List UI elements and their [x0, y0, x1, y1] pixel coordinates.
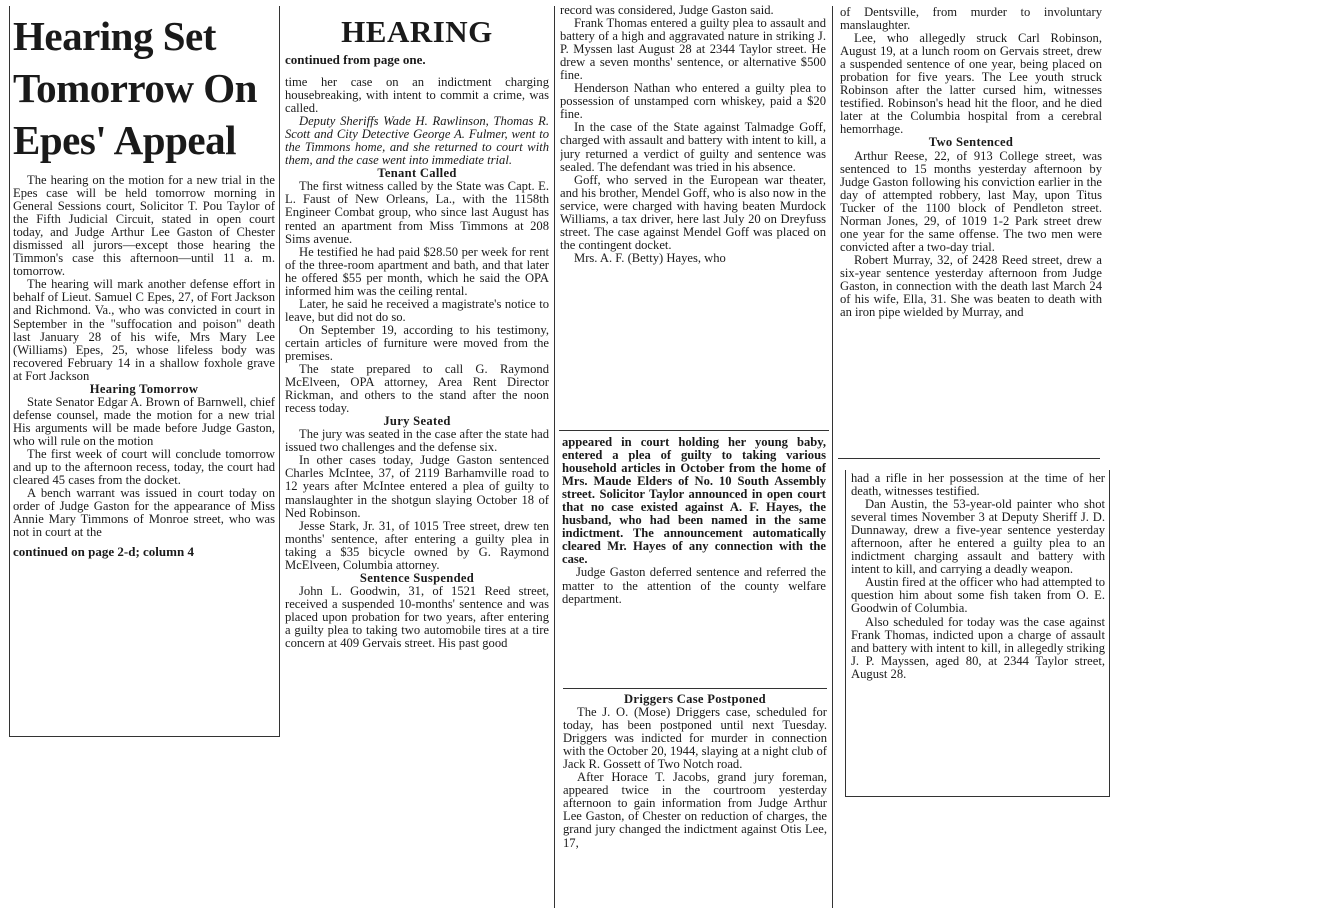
paragraph: time her case on an indictment charging housebreaking, with intent to commit a crime, was called. [285, 75, 549, 116]
paragraph: Mrs. A. F. (Betty) Hayes, who [574, 250, 726, 265]
paragraph: In other cases today, Judge Gaston sentenced Charles McIntee, 37, of 2119 Barhamville road to 12 years after McIntee entered a plea of guilty to manslaughter in the shotgun slaying October 18 of Ned Robinson. [285, 453, 549, 520]
paragraph: The J. O. (Mose) Driggers case, scheduled for today, has been postponed until next Tuesday. Driggers was indicted for murder in connection with the October 20, 1944, slaying at a night club of Jack R. Gossett of Two Notch road. [563, 705, 827, 772]
paragraph: of Dentsville, from murder to involuntary manslaughter. [840, 6, 1102, 33]
paragraph: The first witness called by the State was Capt. E. L. Faust of New Orleans, La., with the 1158th Engineer Combat group, who since last August has rented an apartment from Miss Timmons at 208 Sims avenue. [285, 179, 549, 246]
subheading-hearing-tomorrow: Hearing Tomorrow [89, 381, 199, 396]
column-border-left [9, 6, 10, 736]
paragraph: The state prepared to call G. Raymond McElveen, OPA attorney, Area Rent Director Rickman, and others to the stand after the noon recess today. [285, 362, 549, 416]
paragraph: The hearing will mark another defense effort in behalf of Lieut. Samuel C Epes, 27, of Fort Jackson and Richmond. Va., who was convicted in court in September in the "suffocation and poison" death last January 28 of his wife, Mrs Mary Lee (Williams) Epes, 25, whose lifeless body was recovered February 14 in a shallow foxhole grave at Fort Jackson [13, 277, 275, 383]
article-body-col-4-top [840, 6, 1102, 319]
subheading-two-sentenced: Two Sentenced [928, 135, 1014, 150]
headline-line-2: Tomorrow On [13, 65, 257, 111]
column-4-bottom [851, 472, 1105, 794]
article-body-col-3-bottom [563, 693, 827, 850]
paragraph: Jesse Stark, Jr. 31, of 1015 Tree street, drew ten months' sentence, after entering a guilty plea in taking a $35 bicycle owned by G. Raymond McElveen, Columbia attorney. [285, 518, 549, 572]
continuation-headline: HEARING [341, 14, 493, 49]
paragraph: The jury was seated in the case after the state had issued two challenges and the defense six. [285, 427, 549, 455]
subheading-tenant-called: Tenant Called [377, 166, 457, 181]
column-2 [285, 14, 549, 908]
column-4-mid-rule [838, 458, 1100, 459]
paragraph: In the case of the State against Talmadge Goff, charged with assault and battery with intent to kill, a jury returned a verdict of guilty and sentence was sealed. The defendant was tried in his absence. [560, 120, 826, 174]
paragraph: John L. Goodwin, 31, of 1521 Reed street, received a suspended 10-months' sentence and was placed upon probation for two years, after entering a guilty plea to taking two automobile tires at a tire concern at 409 Gervais street. His past good [285, 583, 549, 651]
paragraph: Lee, who allegedly struck Carl Robinson, August 19, at a lunch room on Gervais street, drew a suspended sentence of one year, being placed on probation for five years. The Lee youth struck Robinson after the latter cursed him, witnesses testified. Robinson's head hit the floor, and he died later at the Columbia hospital from a cerebral hemorrhage. [840, 31, 1102, 137]
column-4-bottom-rule [845, 796, 1110, 797]
headline-line-3: Epes' Appeal [13, 117, 236, 163]
article-body-col-4-bottom [851, 472, 1105, 681]
paragraph: Dan Austin, the 53-year-old painter who shot several times November 3 at Deputy Sheriff J. D. Dunnaway, drew a five-year sentence yesterday afternoon, after he entered a guilty plea to an indictment charging assault and battery with intent to kill, and carrying a deadly weapon. [851, 497, 1105, 577]
paragraph: Henderson Nathan who entered a guilty plea to possession of unstamped corn whiskey, paid a $20 fine. [560, 81, 826, 122]
paragraph: The hearing on the motion for a new trial in the Epes case will be held tomorrow morning in General Sessions court, Solicitor T. Pou Taylor of the Fifth Judicial Circuit, stated in open court today, and Judge Arthur Lee Gaston of Chester dismissed all jurors—except those hearing the Timmon's case this afternoon—until 11 a. m. tomorrow. [13, 173, 275, 279]
paragraph: State Senator Edgar A. Brown of Barnwell, chief defense counsel, made the motion for a new trial His arguments will be made before Judge Gaston, who will rule on the motion [13, 394, 275, 448]
subheading-jury-seated: Jury Seated [383, 414, 451, 429]
paragraph: On September 19, according to his testimony, certain articles of furniture were moved from the premises. [285, 322, 549, 363]
paragraph: After Horace T. Jacobs, grand jury foreman, appeared twice in the courtroom yesterday afternoon to gain information from Judge Arthur Lee Gaston, of Chester on reduction of charges, the grand jury changed the indictment against Otis Lee, 17, [563, 770, 827, 850]
paragraph: Deputy Sheriffs Wade H. Rawlinson, Thomas R. Scott and City Detective George A. Fulmer, went to the Timmons home, and she returned to court with them, and the case went into immediate trial. [285, 114, 549, 168]
article-body-col-1 [13, 174, 275, 558]
column-1-bottom-rule [9, 736, 280, 737]
paragraph: had a rifle in her possession at the time of her death, witnesses testified. [851, 472, 1105, 499]
paragraph: A bench warrant was issued in court today on order of Judge Gaston for the appearance of Miss Annie Mary Timmons of Monroe street, who was not in court at the [13, 486, 275, 540]
headline [13, 10, 275, 166]
continued-from-line: continued from page one. [285, 52, 426, 67]
paragraph: Robert Murray, 32, of 2428 Reed street, drew a six-year sentence yesterday afternoon from Judge Gaston, in connection with the death last March 24 of his wife, Ella, 31. She was beaten to death with an iron pipe wielded by Murray, and [840, 252, 1102, 320]
paragraph: Later, he said he received a magistrate's notice to leave, but did not do so. [285, 296, 549, 324]
paragraph: Frank Thomas entered a guilty plea to assault and battery of a high and aggravated nature in striking J. P. Myssen last August 28 at 2344 Taylor street. He drew a seven months' sentence, or alternative $500 fine. [560, 16, 826, 83]
paragraph: appeared in court holding her young baby, entered a plea of guilty to taking various household articles in October from the home of Mrs. Maude Elders of No. 10 South Assembly street. Solicitor Taylor announced in open court that no case existed against A. F. Hayes, the husband, who had been named in the same indictment. The announcement automatically cleared Mr. Hayes of any connection with the case. [562, 436, 826, 567]
headline-line-1: Hearing Set [13, 13, 216, 59]
column-4-bottom-border-right [1109, 470, 1110, 796]
jump-line: continued on page 2-d; column 4 [13, 544, 194, 560]
paragraph: Arthur Reese, 22, of 913 College street, was sentenced to 15 months yesterday afternoon by Judge Gaston following his conviction earlier in the day of attempted robbery, last May, upon Titus Tucker of the 1100 block of Pendleton street. Norman Jones, 29, of 1019 1-2 Park street drew one year for the same offense. The two men were convicted after a two-day trial. [840, 148, 1102, 254]
column-3-driggers-block [563, 693, 827, 908]
column-border-3-4 [832, 6, 833, 908]
subheading-sentence-suspended: Sentence Suspended [359, 570, 475, 585]
paragraph: Goff, who served in the European war theater, and his brother, Mendel Goff, who is also now in the service, were charged with having beaten Murdock Williams, a tax driver, here last July 20 on Dreyfuss street. The case against Mendel Goff was placed on the contingent docket. [560, 172, 826, 252]
column-3-hayes-block [562, 436, 826, 684]
paragraph: Judge Gaston deferred sentence and referred the matter to the attention of the county welfare department. [562, 565, 826, 606]
subheading-driggers-case-postponed: Driggers Case Postponed [624, 693, 766, 706]
column-3-block-rule [559, 430, 829, 431]
paragraph: The first week of court will conclude tomorrow and up to the afternoon recess, today, the court had cleared 45 cases from the docket. [13, 446, 275, 488]
column-3-driggers-rule [563, 688, 827, 689]
article-body-col-3-mid [562, 436, 826, 606]
column-3-top [560, 4, 826, 428]
column-4-bottom-border-left [845, 470, 846, 796]
article-body-col-3-top [560, 4, 826, 265]
column-1 [13, 6, 275, 736]
column-4-top [840, 6, 1102, 456]
paragraph: Also scheduled for today was the case against Frank Thomas, indicted upon a charge of assault and battery with intent to kill, in allegedly striking J. P. Mayssen, aged 80, at 2344 Taylor street, August 28. [851, 614, 1105, 681]
paragraph: Austin fired at the officer who had attempted to question him about some fish taken from O. E. Goodwin of Columbia. [851, 575, 1105, 616]
paragraph: record was considered, Judge Gaston said. [560, 4, 774, 17]
column-border-2-3 [554, 6, 555, 908]
column-border-1-2 [279, 6, 280, 736]
article-body-col-2 [285, 76, 549, 650]
paragraph: He testified he had paid $28.50 per week for rent of the three-room apartment and bath, and that later he offered $55 per month, which he said the OPA informed him was the ceiling rental. [285, 244, 549, 298]
